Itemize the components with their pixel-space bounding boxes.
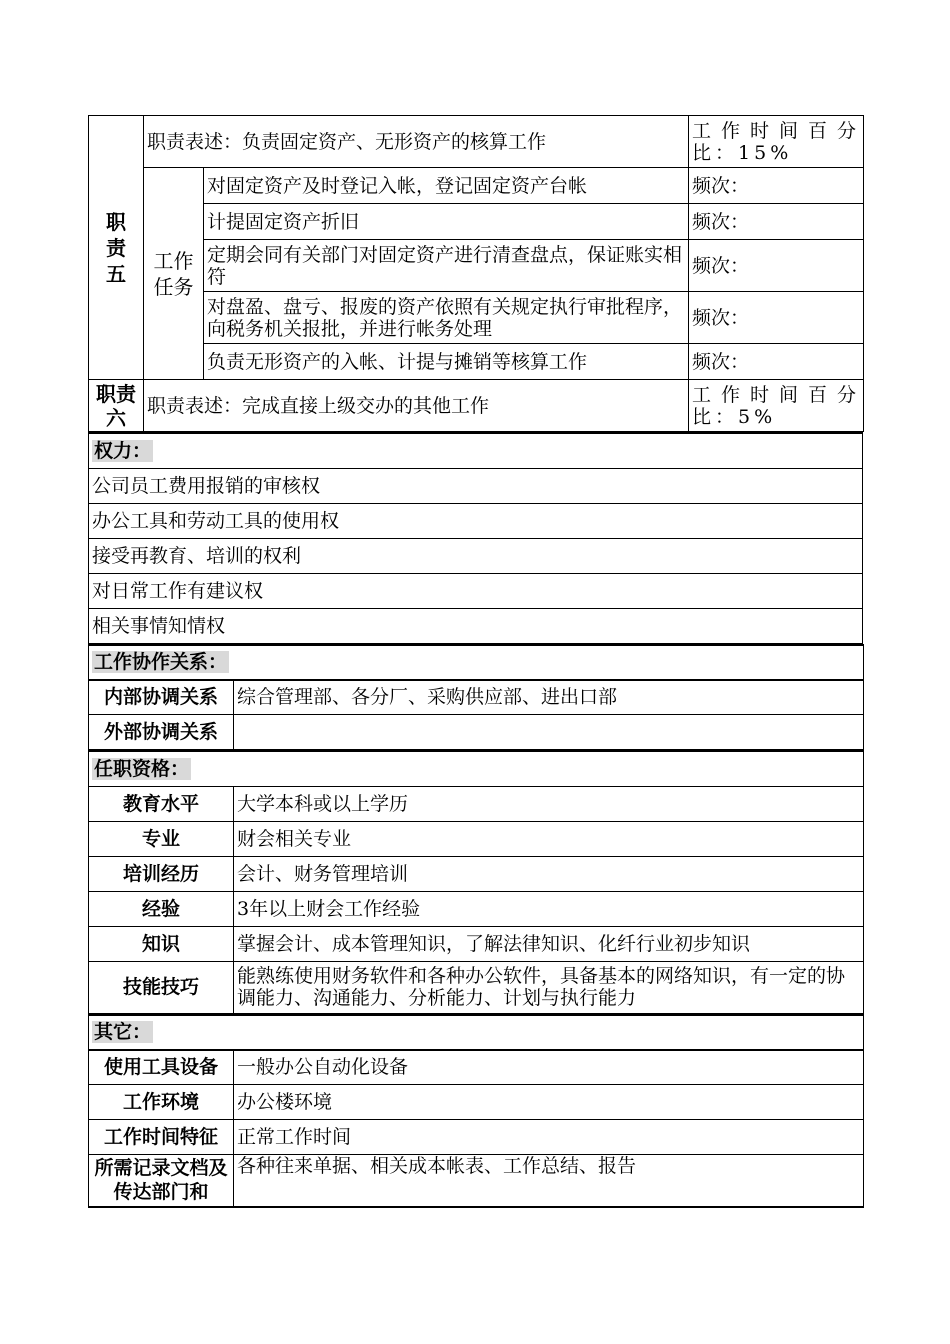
qualification-label: 知识 xyxy=(89,926,234,961)
relations-table xyxy=(88,644,864,751)
power-item: 接受再教育、培训的权利 xyxy=(89,538,863,573)
other-table xyxy=(88,1014,864,1208)
other-label: 工作环境 xyxy=(89,1085,234,1120)
power-item: 公司员工费用报销的审核权 xyxy=(89,468,863,503)
task-text: 对固定资产及时登记入帐，登记固定资产台帐 xyxy=(204,168,689,204)
powers-table xyxy=(88,432,863,644)
qualification-value: 能熟练使用财务软件和各种办公软件，具备基本的网络知识，有一定的协调能力、沟通能力、分析能力、计划与执行能力 xyxy=(234,961,864,1013)
task-frequency: 频次： xyxy=(689,204,864,240)
external-relations-label: 外部协调关系 xyxy=(89,715,234,750)
other-value: 正常工作时间 xyxy=(234,1120,864,1155)
duty5-task-label: 工作任务 xyxy=(144,168,204,380)
other-value: 办公楼环境 xyxy=(234,1085,864,1120)
other-value: 一般办公自动化设备 xyxy=(234,1050,864,1085)
section-title: 其它： xyxy=(94,1021,152,1043)
other-label: 所需记录文档及传达部门和 xyxy=(89,1155,234,1207)
task-text: 对盘盈、盘亏、报废的资产依照有关规定执行审批程序，向税务机关报批，并进行帐务处理 xyxy=(204,292,689,344)
powers-header xyxy=(89,433,863,468)
internal-relations-label: 内部协调关系 xyxy=(89,680,234,715)
duty5-percentage: 工作时间百分比：15% xyxy=(689,116,864,168)
other-header xyxy=(89,1015,864,1050)
external-relations-value xyxy=(234,715,864,750)
power-item: 办公工具和劳动工具的使用权 xyxy=(89,503,863,538)
task-text: 计提固定资产折旧 xyxy=(204,204,689,240)
duty5-description: 职责表述：负责固定资产、无形资产的核算工作 xyxy=(144,116,689,168)
qualification-label: 培训经历 xyxy=(89,856,234,891)
task-text: 负责无形资产的入帐、计提与摊销等核算工作 xyxy=(204,344,689,380)
qualification-label: 经验 xyxy=(89,891,234,926)
section-title: 权力： xyxy=(94,439,152,462)
other-value: 各种往来单据、相关成本帐表、工作总结、报告 xyxy=(234,1155,864,1207)
qualification-value: 会计、财务管理培训 xyxy=(234,856,864,891)
other-label: 使用工具设备 xyxy=(89,1050,234,1085)
qualification-value: 掌握会计、成本管理知识，了解法律知识、化纤行业初步知识 xyxy=(234,926,864,961)
job-description-page xyxy=(88,115,863,1208)
duty6-percentage: 工作时间百分比：5% xyxy=(689,380,864,432)
task-frequency: 频次： xyxy=(689,240,864,292)
section-title: 工作协作关系： xyxy=(94,651,228,673)
qualification-value: 3年以上财会工作经验 xyxy=(234,891,864,926)
other-label: 工作时间特征 xyxy=(89,1120,234,1155)
relations-header xyxy=(89,645,864,680)
power-item: 对日常工作有建议权 xyxy=(89,573,863,608)
qualification-value: 大学本科或以上学历 xyxy=(234,786,864,821)
task-frequency: 频次： xyxy=(689,344,864,380)
duty5-label: 职责五 xyxy=(89,116,144,380)
duty6-description: 职责表述：完成直接上级交办的其他工作 xyxy=(144,380,689,432)
duties-table xyxy=(88,115,864,432)
qualification-label: 技能技巧 xyxy=(89,961,234,1013)
qualification-label: 专业 xyxy=(89,821,234,856)
internal-relations-value: 综合管理部、各分厂、采购供应部、进出口部 xyxy=(234,680,864,715)
section-title: 任职资格： xyxy=(94,757,190,780)
task-frequency: 频次： xyxy=(689,168,864,204)
qualification-label: 教育水平 xyxy=(89,786,234,821)
duty6-label: 职责六 xyxy=(89,380,144,432)
qualifications-table xyxy=(88,750,864,1014)
qualification-value: 财会相关专业 xyxy=(234,821,864,856)
task-text: 定期会同有关部门对固定资产进行清查盘点，保证账实相符 xyxy=(204,240,689,292)
qualifications-header xyxy=(89,751,864,786)
power-item: 相关事情知情权 xyxy=(89,608,863,643)
task-frequency: 频次： xyxy=(689,292,864,344)
